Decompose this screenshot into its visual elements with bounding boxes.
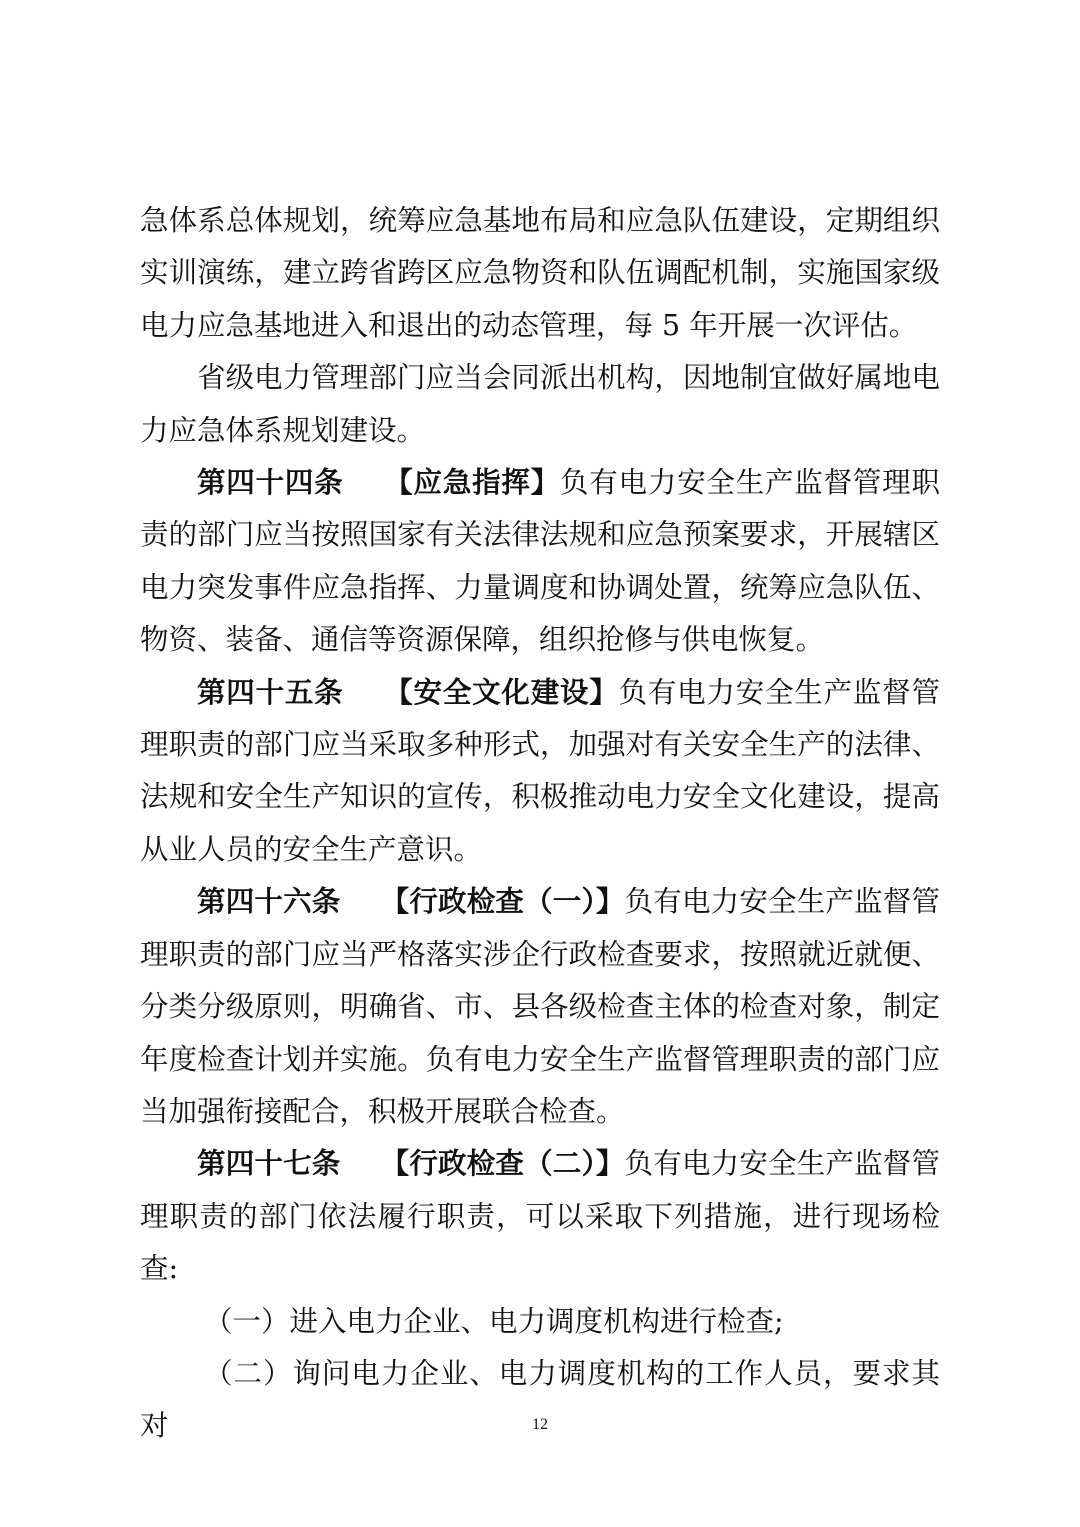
paragraph: [140, 352, 940, 457]
article-body: 负有电力安全生产监督管理职责的部门依法履行职责，可以采取下列措施，进行现场检查:: [140, 1147, 940, 1286]
article-title: 【应急指挥】: [383, 466, 560, 500]
page-number: 12: [532, 1416, 548, 1433]
paragraph-continued: [140, 195, 940, 352]
article-number: 第四十五条: [197, 675, 344, 709]
article-body: 负有电力安全生产监督管理职责的部门应当按照国家有关法律法规和应急预案要求，开展辖区电力突发事件应急指挥、力量调度和协调处置，统筹应急队伍、物资、装备、通信等资源保障，组织抢修与供电恢复。: [140, 466, 940, 657]
article-body: 负有电力安全生产监督管理职责的部门应当严格落实涉企行政检查要求，按照就近就便、分类分级原则，明确省、市、县各级检查主体的检查对象，制定年度检查计划并实施。负有电力安全生产监督管理职责的部门应当加强衔接配合，积极开展联合检查。: [140, 885, 940, 1128]
paragraph-text: 省级电力管理部门应当会同派出机构，因地制宜做好属地电力应急体系规划建设。: [140, 361, 940, 447]
article-number: 第四十七条: [197, 1147, 341, 1181]
article-47: [140, 1138, 940, 1295]
article-46: [140, 876, 940, 1138]
article-title: 【安全文化建设】: [383, 675, 619, 709]
list-item-text: （一）进入电力企业、电力调度机构进行检查;: [204, 1304, 784, 1338]
article-title: 【行政检查（二）】: [380, 1147, 625, 1181]
paragraph-text: 急体系总体规划，统筹应急基地布局和应急队伍建设，定期组织实训演练，建立跨省跨区应急物资和队伍调配机制，实施国家级电力应急基地进入和退出的动态管理，每 5 年开展一次评估。: [140, 204, 940, 342]
list-item-text: （二）询问电力企业、电力调度机构的工作人员，要求其对: [140, 1356, 940, 1443]
article-number: 第四十四条: [197, 466, 344, 500]
document-body: [140, 195, 940, 1453]
article-44: [140, 457, 940, 667]
article-45: [140, 667, 940, 877]
list-item: [140, 1296, 940, 1348]
article-title: 【行政检查（一）】: [380, 885, 625, 919]
article-number: 第四十六条: [197, 885, 341, 919]
article-body: 负有电力安全生产监督管理职责的部门应当采取多种形式，加强对有关安全生产的法律、法规和安全生产知识的宣传，积极推动电力安全文化建设，提高从业人员的安全生产意识。: [140, 675, 940, 866]
list-item: [140, 1348, 940, 1453]
